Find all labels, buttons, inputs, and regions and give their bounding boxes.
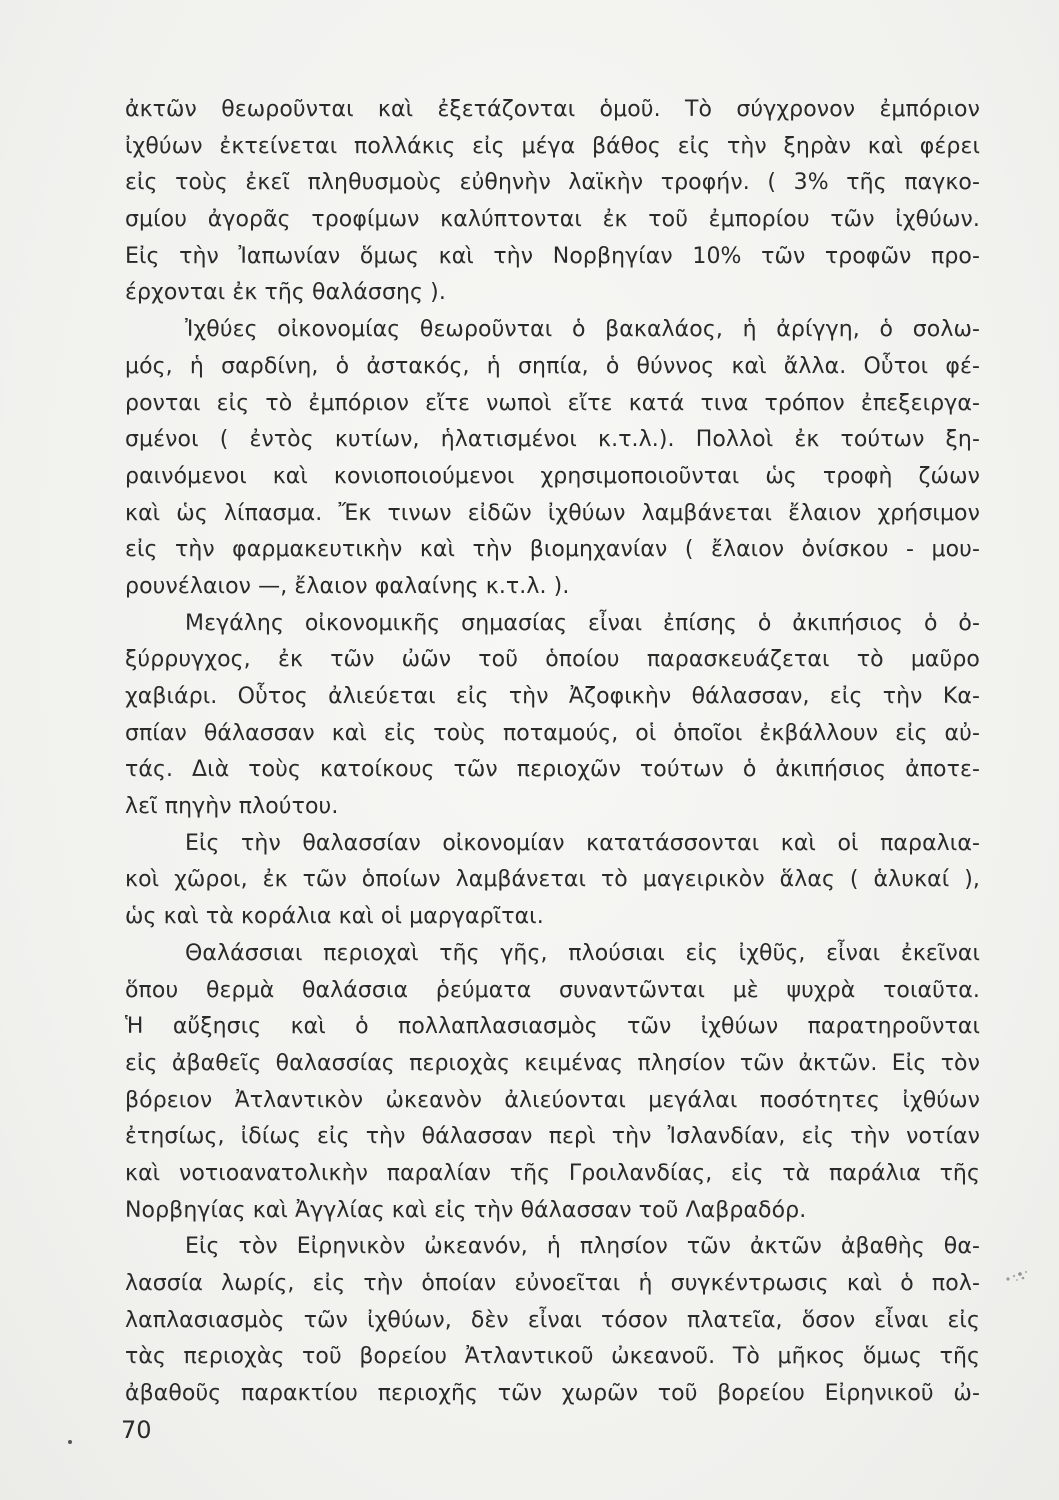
text-line: έρχονται ἐκ τῆς θαλάσσης ). (125, 280, 446, 306)
text-line: Νορβηγίας καὶ Ἀγγλίας καὶ εἰς τὴν θάλασσαν τοῦ Λαβραδόρ. (125, 1197, 807, 1223)
text-line: ρονται εἰς τὸ ἐμπόριον εἴτε νωποὶ εἴτε κατά τινα τρόπον ἐπεξειργα- (125, 390, 980, 416)
paragraph-start-line: Εἰς τὴν θαλασσίαν οἰκονομίαν κατατάσσονται καὶ οἱ παραλια- (185, 830, 980, 856)
text-line: εἰς τοὺς ἐκεῖ πληθυσμοὺς εὐθηνὴν λαϊκὴν τροφήν. ( 3% τῆς παγκο- (125, 170, 980, 196)
page-number: 70 (121, 1416, 152, 1444)
text-line: λεῖ πηγὴν πλούτου. (125, 794, 339, 820)
text-line: ξύρρυγχος, ἐκ τῶν ὠῶν τοῦ ὁποίου παρασκευάζεται τὸ μαῦρο (125, 647, 980, 673)
text-line: χαβιάρι. Οὗτος ἀλιεύεται εἰς τὴν Ἀζοφικὴν θάλασσαν, εἰς τὴν Κα- (125, 684, 980, 709)
text-line: λασσία λωρίς, εἰς τὴν ὁποίαν εὐνοεῖται ἡ συγκέντρωσις καὶ ὁ πολ- (125, 1271, 980, 1296)
scan-smudge (1000, 1265, 1036, 1287)
text-line: ρουνέλαιον —, ἔλαιον φαλαίνης κ.τ.λ. ). (125, 573, 570, 599)
paragraph-start-line: Ἰχθύες οἰκονομίας θεωροῦνται ὁ βακαλάος, ἡ ἀρίγγη, ὁ σολω- (185, 317, 980, 343)
text-line: τάς. Διὰ τοὺς κατοίκους τῶν περιοχῶν τούτων ὁ ἀκιπήσιος ἀποτε- (125, 757, 980, 783)
text-line: κοὶ χῶροι, ἐκ τῶν ὁποίων λαμβάνεται τὸ μαγειρικὸν ἅλας ( ἁλυκαί ), (125, 867, 980, 893)
text-line: μός, ἡ σαρδίνη, ὁ ἀστακός, ἡ σηπία, ὁ θύννος καὶ ἄλλα. Οὗτοι φέ- (125, 353, 980, 379)
body-text (125, 92, 980, 1413)
text-line: σμένοι ( ἐντὸς κυτίων, ἡλατισμένοι κ.τ.λ.). Πολλοὶ ἐκ τούτων ξη- (125, 427, 980, 453)
text-line: Ἡ αὔξησις καὶ ὁ πολλαπλασιασμὸς τῶν ἰχθύων παρατηροῦνται (125, 1014, 980, 1040)
text-line: ραινόμενοι καὶ κονιοποιούμενοι χρησιμοποιοῦνται ὡς τροφὴ ζώων (125, 463, 980, 489)
text-line: τὰς περιοχὰς τοῦ βορείου Ἀτλαντικοῦ ὠκεανοῦ. Τὸ μῆκος ὅμως τῆς (125, 1344, 980, 1370)
text-line: καὶ νοτιοανατολικὴν παραλίαν τῆς Γροιλανδίας, εἰς τὰ παράλια τῆς (125, 1160, 980, 1186)
paragraph-start-line: Εἰς τὸν Εἰρηνικὸν ὠκεανόν, ἡ πλησίον τῶν ἀκτῶν ἀβαθὴς θα- (185, 1234, 980, 1260)
text-line: Εἰς τὴν Ἰαπωνίαν ὅμως καὶ τὴν Νορβηγίαν 10% τῶν τροφῶν προ- (125, 243, 980, 269)
text-line: καὶ ὡς λίπασμα. Ἔκ τινων εἰδῶν ἰχθύων λαμβάνεται ἔλαιον χρήσιμον (125, 500, 980, 526)
paragraph-start-line: Μεγάλης οἰκονομικῆς σημασίας εἶναι ἐπίσης ὁ ἀκιπήσιος ὁ ὀ- (185, 610, 980, 636)
text-line: ἐτησίως, ἰδίως εἰς τὴν θάλασσαν περὶ τὴν Ἰσλανδίαν, εἰς τὴν νοτίαν (125, 1124, 980, 1150)
text-line: ἀκτῶν θεωροῦνται καὶ ἐξετάζονται ὁμοῦ. Τὸ σύγχρονον ἐμπόριον (125, 97, 980, 122)
text-line: ὡς καὶ τὰ κοράλια καὶ οἱ μαργαρῖται. (125, 904, 544, 930)
text-line: σμίου ἀγορᾶς τροφίμων καλύπτονται ἐκ τοῦ ἐμπορίου τῶν ἰχθύων. (125, 207, 980, 233)
margin-mark (68, 1440, 72, 1444)
text-line: ἀβαθοῦς παρακτίου περιοχῆς τῶν χωρῶν τοῦ βορείου Εἰρηνικοῦ ὠ- (125, 1381, 980, 1407)
text-line: εἰς τὴν φαρμακευτικὴν καὶ τὴν βιομηχανίαν ( ἔλαιον ὀνίσκου - μου- (125, 537, 980, 563)
text-line: σπίαν θάλασσαν καὶ εἰς τοὺς ποταμούς, οἱ ὁποῖοι ἐκβάλλουν εἰς αὐ- (125, 720, 980, 746)
text-line: λαπλασιασμὸς τῶν ἰχθύων, δὲν εἶναι τόσον πλατεῖα, ὅσον εἶναι εἰς (125, 1307, 980, 1333)
text-line: ὅπου θερμὰ θαλάσσια ῥεύματα συναντῶνται μὲ ψυχρὰ τοιαῦτα. (125, 977, 980, 1003)
text-line: βόρειον Ἀτλαντικὸν ὠκεανὸν ἀλιεύονται μεγάλαι ποσότητες ἰχθύων (125, 1087, 980, 1113)
paragraph-start-line: Θαλάσσιαι περιοχαὶ τῆς γῆς, πλούσιαι εἰς ἰχθῦς, εἶναι ἐκεῖναι (185, 940, 980, 966)
text-line: εἰς ἀβαθεῖς θαλασσίας περιοχὰς κειμένας πλησίον τῶν ἀκτῶν. Εἰς τὸν (125, 1050, 980, 1076)
text-line: ἰχθύων ἐκτείνεται πολλάκις εἰς μέγα βάθος εἰς τὴν ξηρὰν καὶ φέρει (125, 133, 980, 159)
